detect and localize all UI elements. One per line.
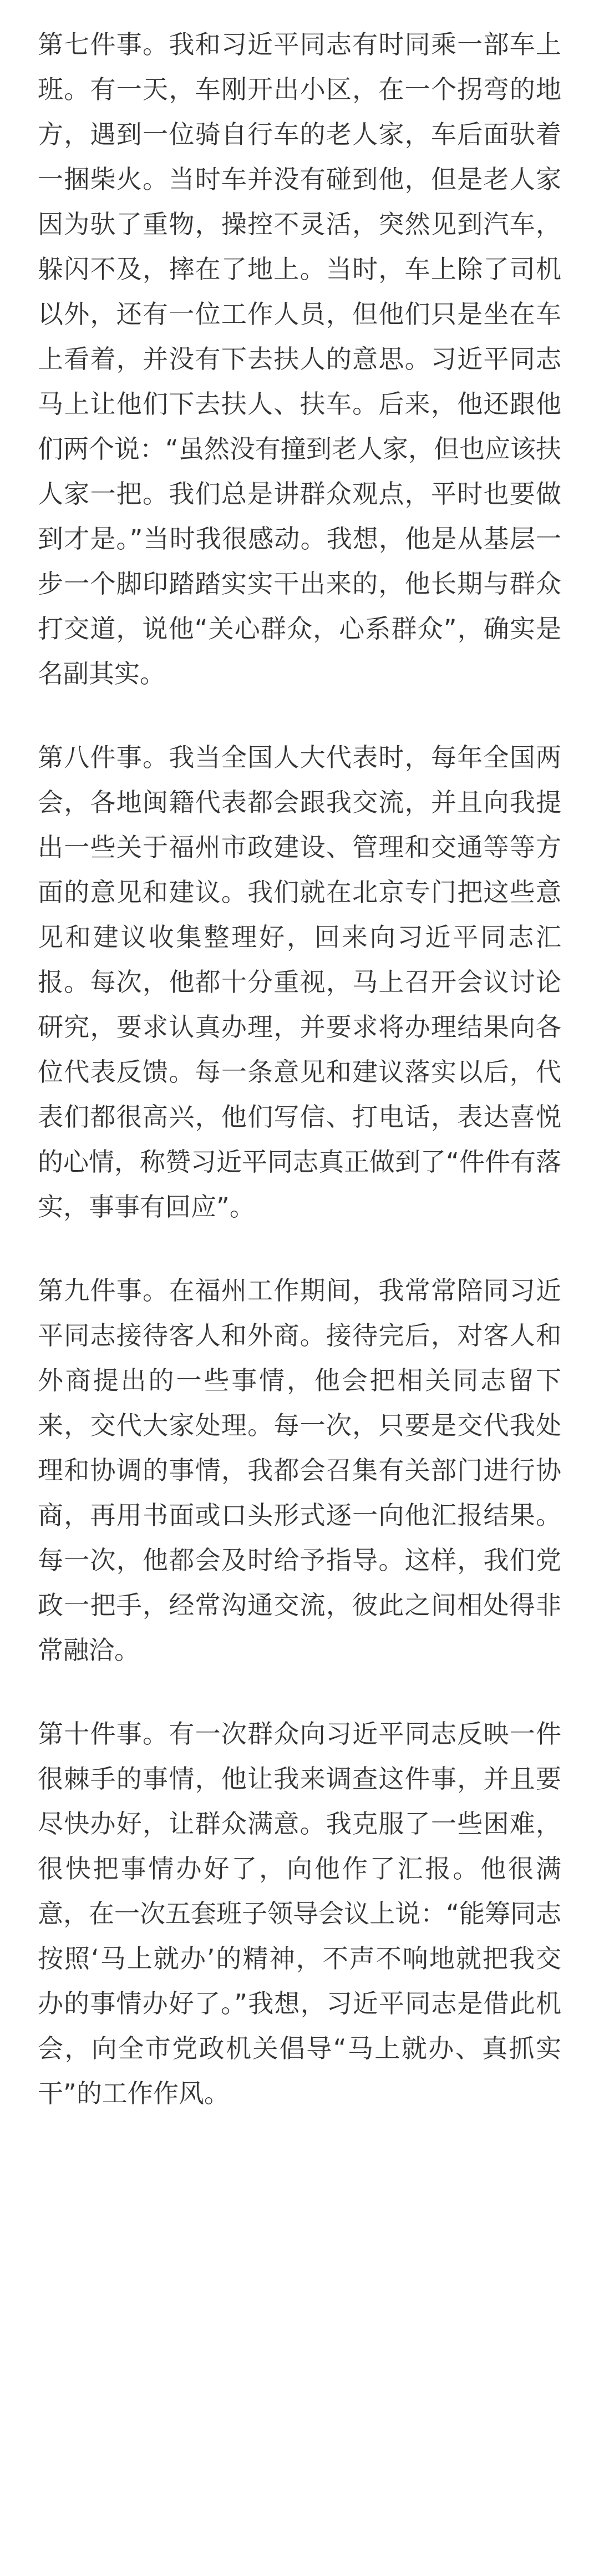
paragraph-seventh-matter: 第七件事。我和习近平同志有时同乘一部车上班。有一天，车刚开出小区，在一个拐弯的地方，遇到一位骑自行车的老人家，车后面驮着一捆柴火。当时车并没有碰到他，但是老人家因为驮了重物，操控不灵活，突然见到汽车，躲闪不及，摔在了地上。当时，车上除了司机以外，还有一位工作人员，但他们只是坐在车上看着，并没有下去扶人的意思。习近平同志马上让他们下去扶人、扶车。后来，他还跟他们两个说：“虽然没有撞到老人家，但也应该扶人家一把。我们总是讲群众观点，平时也要做到才是。”当时我很感动。我想，他是从基层一步一个脚印踏踏实实干出来的，他长期与群众打交道，说他“关心群众，心系群众”，确实是名副其实。 bbox=[38, 29, 561, 689]
paragraph-ninth-matter: 第九件事。在福州工作期间，我常常陪同习近平同志接待客人和外商。接待完后，对客人和外商提出的一些事情，他会把相关同志留下来，交代大家处理。每一次，只要是交代我处理和协调的事情，我都会召集有关部门进行协商，再用书面或口头形式逐一向他汇报结果。每一次，他都会及时给予指导。这样，我们党政一把手，经常沟通交流，彼此之间相处得非常融洽。 bbox=[38, 1276, 561, 1665]
paragraph-eighth-matter: 第八件事。我当全国人大代表时，每年全国两会，各地闽籍代表都会跟我交流，并且向我提出一些关于福州市政建设、管理和交通等等方面的意见和建议。我们就在北京专门把这些意见和建议收集整理好，回来向习近平同志汇报。每次，他都十分重视，马上召开会议讨论研究，要求认真办理，并要求将办理结果向各位代表反馈。每一条意见和建议落实以后，代表们都很高兴，他们写信、打电话，表达喜悦的心情，称赞习近平同志真正做到了“件件有落实，事事有回应”。 bbox=[38, 742, 561, 1222]
paragraph-tenth-matter: 第十件事。有一次群众向习近平同志反映一件很棘手的事情，他让我来调查这件事，并且要尽快办好，让群众满意。我克服了一些困难，很快把事情办好了，向他作了汇报。他很满意，在一次五套班子领导会议上说：“能筹同志按照‘马上就办’的精神，不声不响地就把我交办的事情办好了。”我想，习近平同志是借此机会，向全市党政机关倡导“马上就办、真抓实干”的工作作风。 bbox=[38, 1719, 561, 2108]
article-body bbox=[38, 22, 561, 2116]
